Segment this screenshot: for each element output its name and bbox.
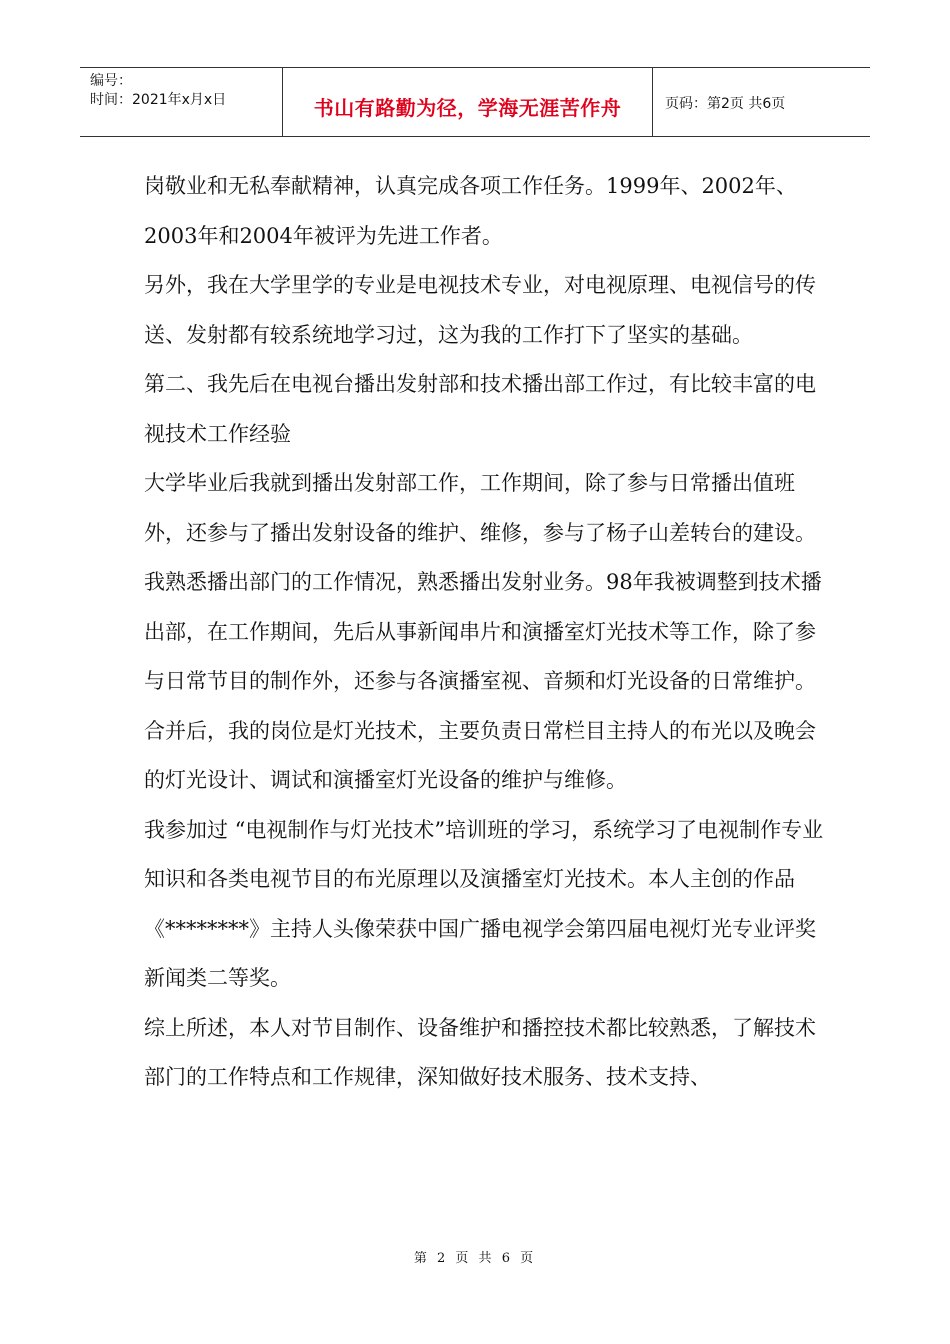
paragraph: 综上所述，本人对节目制作、设备维护和播控技术都比较熟悉，了解技术部门的工作特点和工作规律，深知做好技术服务、技术支持、 <box>144 1015 816 1089</box>
header-meta-cell <box>80 68 283 136</box>
date-label: 时间：2021年x月x日 <box>90 92 227 108</box>
paragraph-heading: 第二、我先后在电视台播出发射部和技术播出部工作过，有比较丰富的电视技术工作经验 <box>144 372 816 446</box>
number-label: 编号： <box>90 73 132 89</box>
paragraph: 大学毕业后我就到播出发射部工作，工作期间，除了参与日常播出值班外，还参与了播出发射设备的维护、维修，参与了杨子山差转台的建设。我熟悉播出部门的工作情况，熟悉播出发射业务。98年我被调整到技术播出部，在工作期间，先后从事新闻串片和演播室灯光技术等工作，除了参与日常节目的制作外，还参与各演播室视、音频和灯光设备的日常维护。合并后，我的岗位是灯光技术，主要负责日常栏目主持人的布光以及晚会的灯光设计、调试和演播室灯光设备的维护与维修。 <box>144 471 822 792</box>
header-page-info: 页码：第2页 共6页 <box>665 96 786 112</box>
page-header <box>80 67 870 137</box>
paragraph: 岗敬业和无私奉献精神，认真完成各项工作任务。1999年、2002年、2003年和2004年被评为先进工作者。 <box>144 174 797 248</box>
paragraph: 另外，我在大学里学的专业是电视技术专业，对电视原理、电视信号的传送、发射都有较系统地学习过，这为我的工作打下了坚实的基础。 <box>144 273 816 347</box>
document-body <box>144 162 824 1103</box>
motto-text: 书山有路勤为径，学海无涯苦作舟 <box>313 96 622 120</box>
page-footer: 第 2 页 共 6 页 <box>413 1251 537 1266</box>
header-motto-cell <box>283 68 653 136</box>
paragraph: 我参加过 “电视制作与灯光技术”培训班的学习，系统学习了电视制作专业知识和各类电视节目的布光原理以及演播室灯光技术。本人主创的作品《********》主持人头像荣获中国广播电视学会第四届电视灯光专业评奖新闻类二等奖。 <box>144 817 824 990</box>
